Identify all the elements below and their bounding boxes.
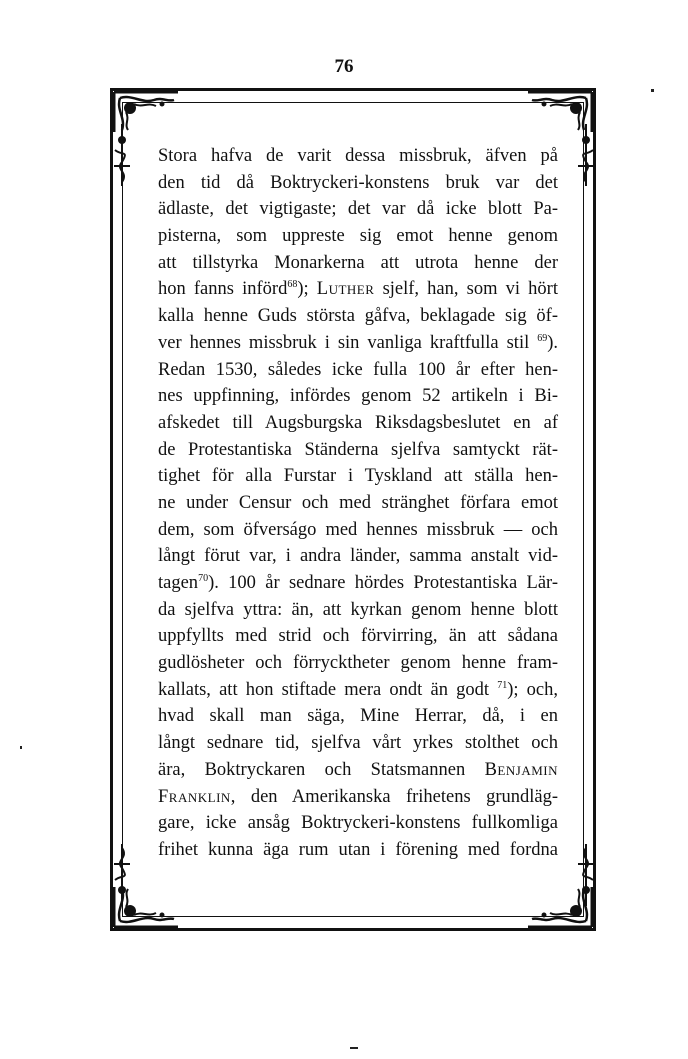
text-line: långt förut var, i andra länder, samma anstalt vid- (158, 546, 558, 567)
text-line: de Protestantiska Ständerna sjelfva samtyckt rät- (158, 439, 558, 460)
name-benjamin: Benjamin (484, 759, 558, 780)
side-ornament-left-top (111, 120, 133, 190)
text-line: Redan 1530, således icke fulla 100 år efter hen- (158, 359, 558, 380)
text-line: kalla henne Guds största gåfva, beklagade sig öf- (158, 306, 558, 327)
page-number: 76 (334, 56, 354, 77)
side-ornament-left-bottom (111, 840, 133, 910)
text-line: dem, som öfverságo med hennes missbruk — och (158, 519, 558, 540)
text-line: ädlaste, det vigtigaste; det var då icke blott Pa- (158, 199, 558, 220)
text-line: afskedet till Augsburgska Riksdagsbeslutet en af (158, 412, 558, 433)
text-line: hon fanns införd$^{68}$); Luther sjelf, han, som vi hört (158, 279, 558, 300)
bottom-mark (350, 1047, 358, 1049)
text-line: tighet för alla Furstar i Tyskland att ställa hen- (158, 466, 558, 487)
text-line: långt sednare tid, sjelfva vårt yrkes stolthet och (158, 733, 558, 754)
text-line: pisterna, som uppreste sig emot henne genom (158, 226, 558, 247)
text-line: da sjelfva yttra: än, att kyrkan genom henne blott (158, 599, 558, 620)
footnote-ref: 68 (287, 279, 298, 291)
name-franklin: Franklin (158, 786, 231, 807)
footnote-ref: 70 (198, 573, 209, 584)
body-text (158, 143, 558, 864)
text-line: ära, Boktryckaren och Statsmannen Benjamin (158, 759, 558, 780)
side-ornament-right-top (575, 120, 597, 190)
name-luther: Luther (316, 279, 375, 300)
text-line: nes uppfinning, infördes genom 52 artikeln i Bi- (158, 386, 558, 407)
edge-speck (651, 89, 654, 92)
text-line: Franklin, den Amerikanska frihetens grundläg- (158, 786, 558, 807)
edge-speck (20, 746, 22, 749)
text-line: den tid då Boktryckeri-konstens bruk var det (158, 172, 558, 193)
text-line: uppfyllts med strid och förvirring, än att sådana (158, 626, 558, 647)
text-line: gudlösheter och förrycktheter genom henne fram- (158, 653, 558, 674)
text-line: att tillstyrka Monarkerna att utrota henne der (158, 252, 558, 273)
text-line: ver hennes missbruk i sin vanliga kraftfulla stil $^{69}$). (158, 332, 558, 353)
text-line: kallats, att hon stiftade mera ondt än godt $^{71}$); och, (158, 679, 558, 700)
text-line: tagen$^{70}$). 100 år sednare hördes Protestantiska Lär- (158, 573, 558, 593)
text-line: hvad skall man säga, Mine Herrar, då, i en (158, 706, 558, 727)
text-line: ne under Censur och med stränghet förfara emot (158, 492, 558, 513)
footnote-ref: 71 (497, 679, 508, 691)
text-line: Stora hafva de varit dessa missbruk, äfven på (158, 146, 558, 166)
text-line: frihet kunna äga rum utan i förening med fordna (158, 839, 558, 860)
text-line: gare, icke ansåg Boktryckeri-konstens fullkomliga (158, 813, 558, 834)
side-ornament-right-bottom (575, 840, 597, 910)
footnote-ref: 69 (537, 332, 548, 344)
